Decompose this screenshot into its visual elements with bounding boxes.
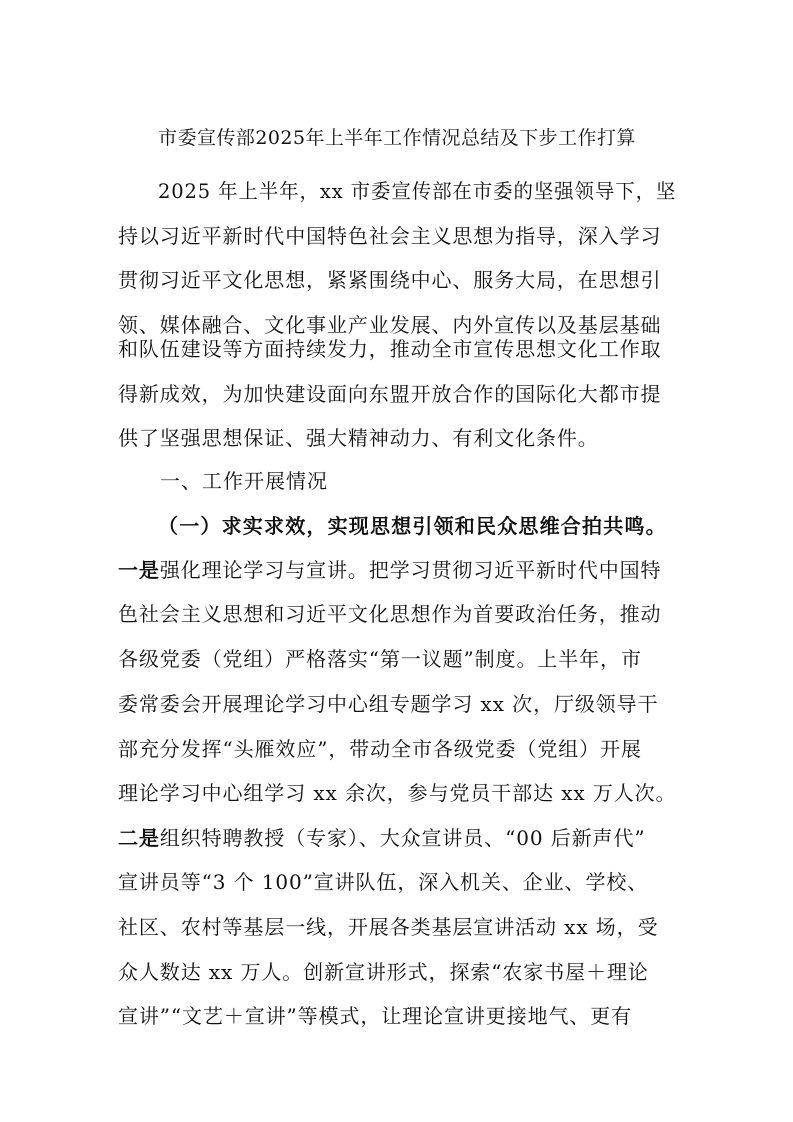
intro-line: 得新成效，为加快建设面向东盟开放合作的国际化大都市提 bbox=[118, 382, 662, 406]
body-line bbox=[118, 555, 661, 585]
intro-line: 贯彻习近平文化思想，紧紧围绕中心、服务大局，在思想引 bbox=[118, 268, 662, 292]
body-line: 委常委会开展理论学习中心组专题学习 xx 次，厅级领导干 bbox=[118, 692, 659, 716]
intro-line: 和队伍建设等方面持续发力，推动全市宣传思想文化工作取 bbox=[118, 337, 662, 361]
body-line: 社区、农村等基层一线，开展各类基层宣讲活动 xx 场，受 bbox=[118, 915, 659, 939]
point-marker: 二是 bbox=[118, 826, 160, 850]
subsection-heading: （一）求实求效，实现思想引领和民众思维合拍共鸣。 bbox=[158, 514, 667, 538]
intro-line: 领、媒体融合、文化事业产业发展、内外宣传以及基层基础 bbox=[118, 313, 662, 337]
body-line bbox=[118, 823, 645, 853]
body-line: 理论学习中心组学习 xx 余次，参与党员干部达 xx 万人次。 bbox=[118, 781, 677, 805]
body-line: 各级党委（党组）严格落实“第一议题”制度。上半年，市 bbox=[118, 647, 642, 671]
intro-line: 供了坚强思想保证、强大精神动力、有利文化条件。 bbox=[118, 426, 599, 450]
intro-line: 2025 年上半年，xx 市委宣传部在市委的坚强领导下，坚 bbox=[158, 179, 677, 203]
document-title: 市委宣传部2025年上半年工作情况总结及下步工作打算 bbox=[158, 127, 636, 149]
body-line: 部充分发挥“头雁效应”，带动全市各级党委（党组）开展 bbox=[118, 737, 642, 761]
body-text: 强化理论学习与宣讲。把学习贯彻习近平新时代中国特 bbox=[159, 558, 662, 582]
body-line: 众人数达 xx 万人。创新宣讲形式，探索“农家书屋＋理论 bbox=[118, 960, 649, 984]
point-marker: 一是 bbox=[118, 558, 160, 582]
body-line: 宣讲”“文艺＋宣讲”等模式，让理论宣讲更接地气、更有 bbox=[118, 1004, 633, 1028]
body-line: 色社会主义思想和习近平文化思想作为首要政治任务，推动 bbox=[118, 602, 662, 626]
intro-line: 持以习近平新时代中国特色社会主义思想为指导，深入学习 bbox=[118, 224, 662, 248]
body-text: 组织特聘教授（专家）、大众宣讲员、“00 后新声代” bbox=[159, 826, 646, 850]
section-heading: 一、工作开展情况 bbox=[160, 469, 328, 493]
body-line: 宣讲员等“3 个 100”宣讲队伍，深入机关、企业、学校、 bbox=[118, 870, 649, 894]
